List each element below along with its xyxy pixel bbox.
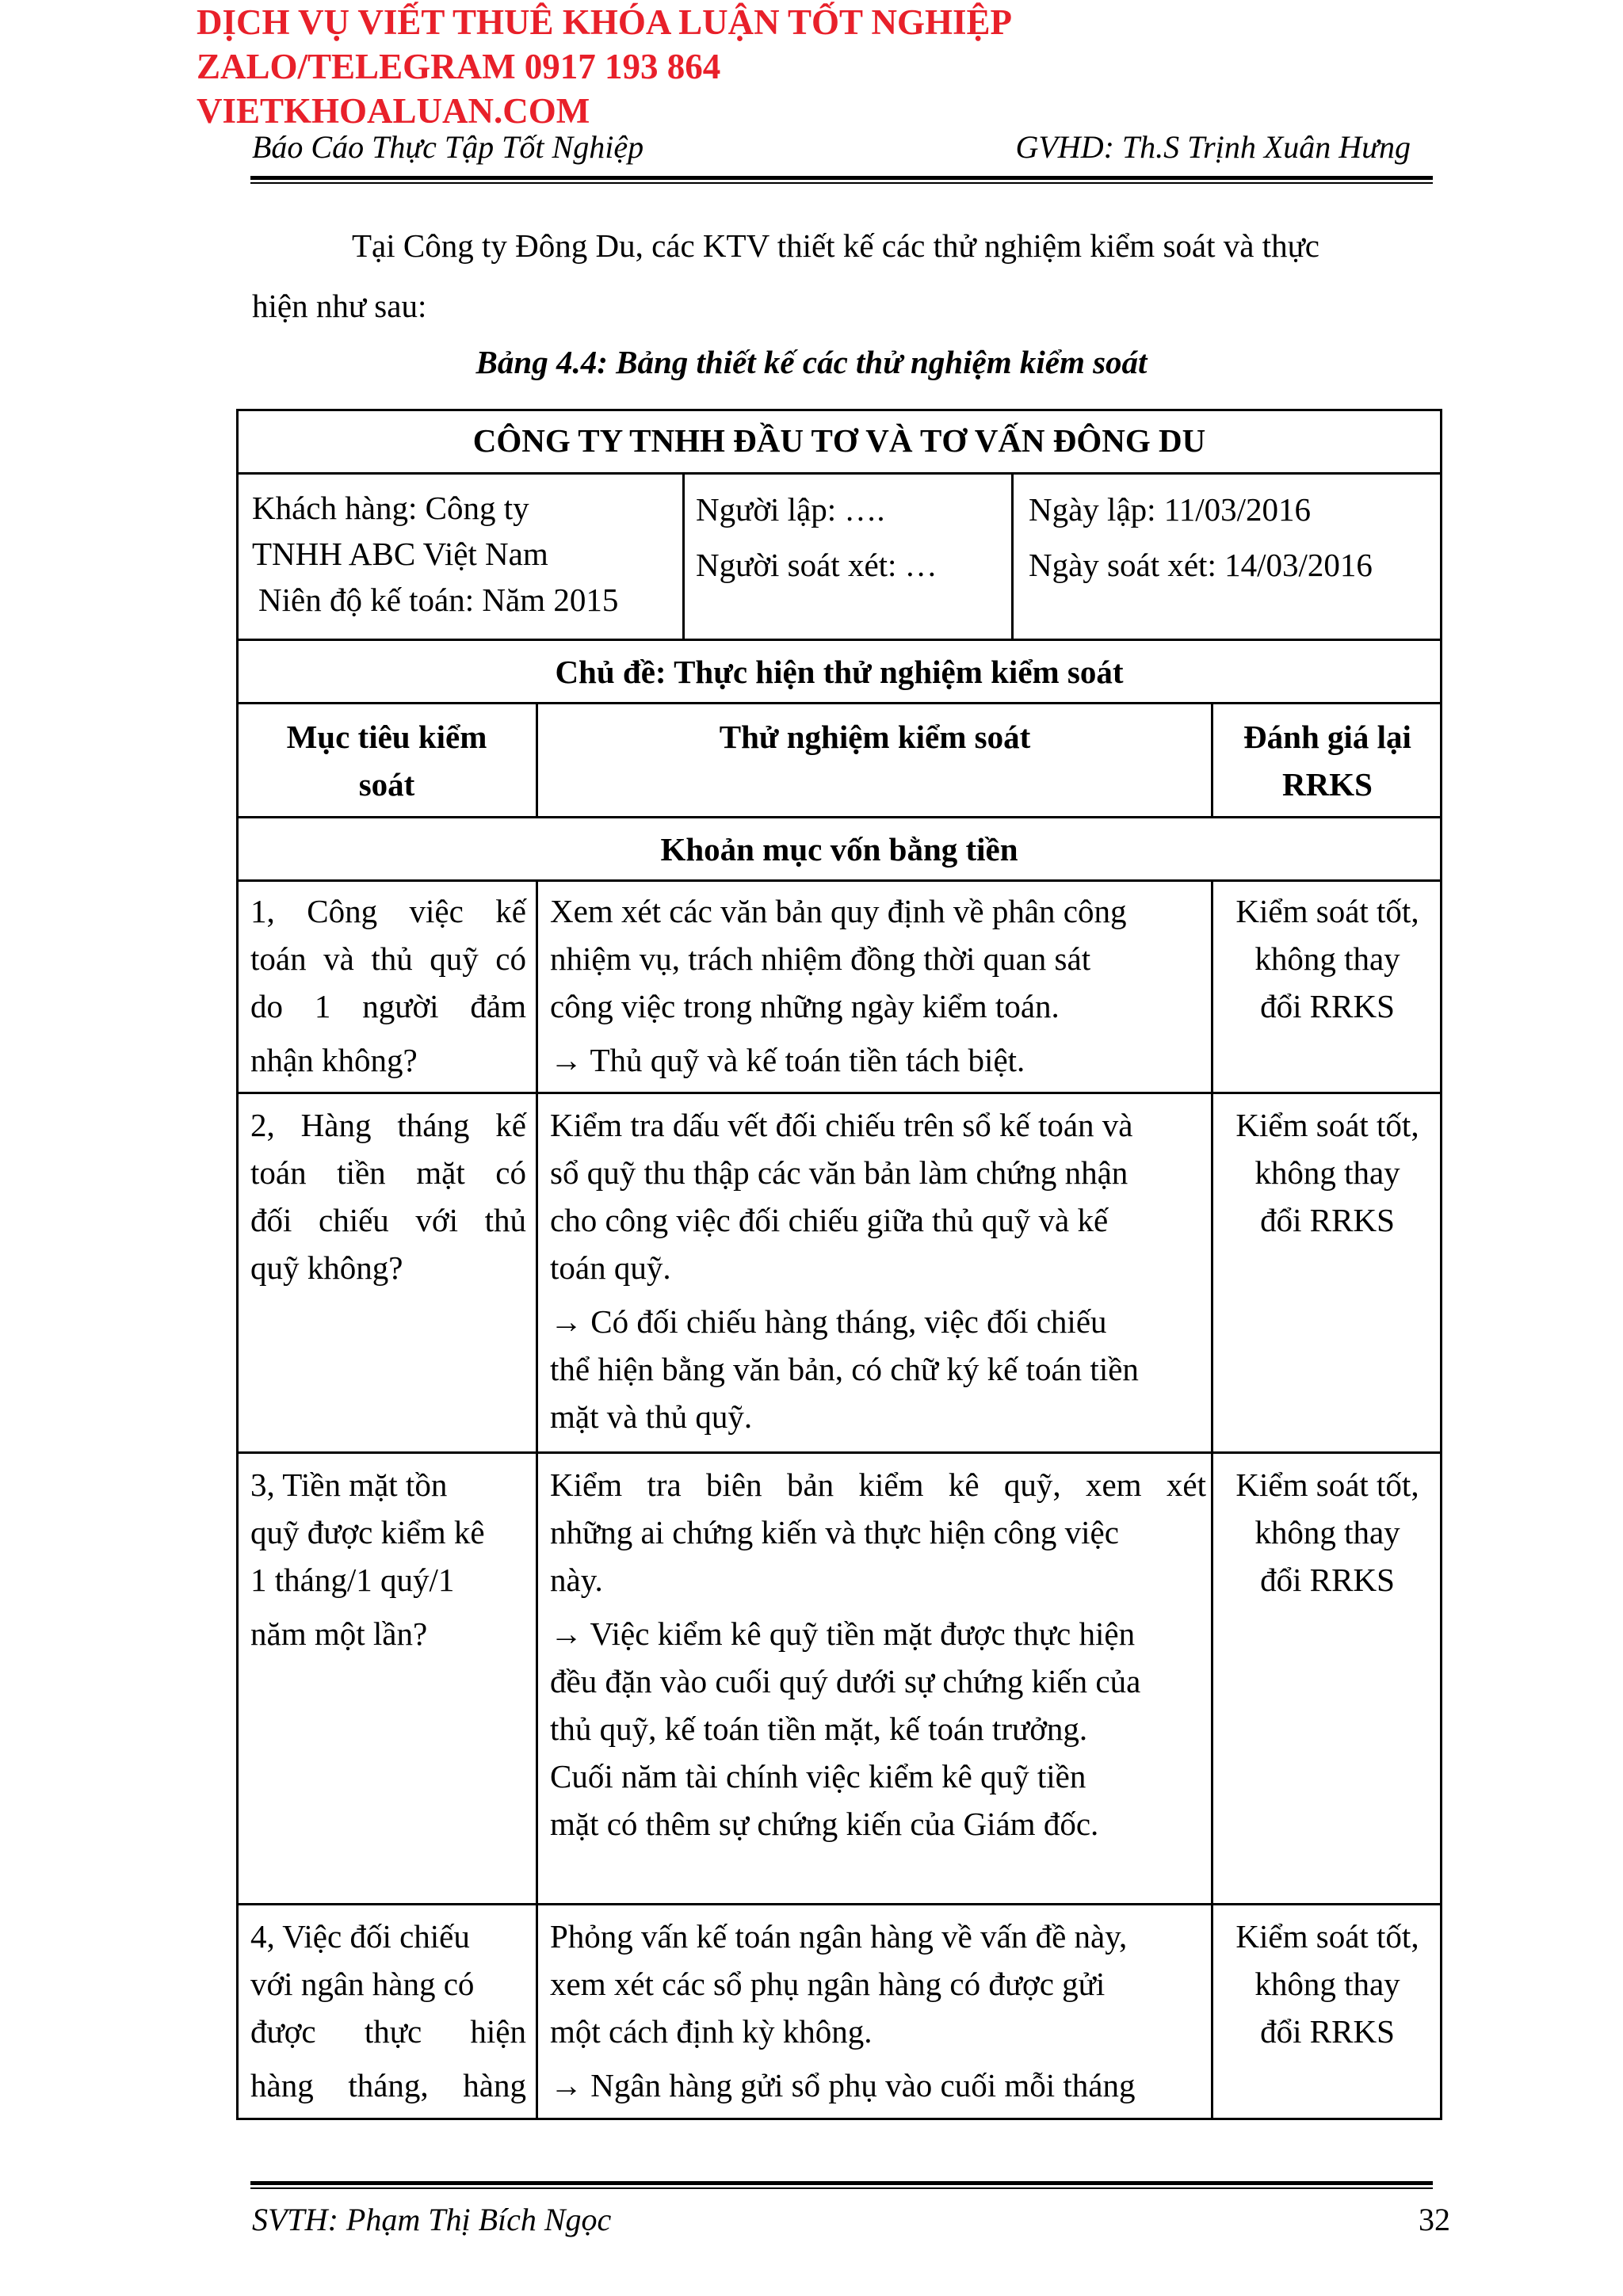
row-1-assessment-line-2: không thay [1254, 940, 1400, 977]
col-header-objective-line-2: soát [358, 766, 415, 803]
row-3-objective-line-2: quỹ được kiểm kê [250, 1514, 485, 1550]
intro-line-1: Tại Công ty Đông Du, các KTV thiết kế các thử nghiệm kiểm soát và thực [352, 227, 1319, 264]
row-3-assessment-line-3: đổi RRKS [1260, 1562, 1395, 1598]
row-2-assessment-line-3: đổi RRKS [1260, 1202, 1395, 1238]
footer-rule [250, 2181, 1433, 2185]
company-name: CÔNG TY TNHH ĐẦU TƠ VÀ TƠ VẤN ĐÔNG DU [472, 422, 1206, 459]
row-2-assessment [1212, 1101, 1442, 1244]
row-3-test-line-7: Cuối năm tài chính việc kiểm kê quỹ tiền [550, 1758, 1086, 1794]
row-4-assessment-line-3: đổi RRKS [1260, 2013, 1395, 2050]
row-1-objective [250, 887, 526, 1084]
row-4-assessment [1212, 1913, 1442, 2055]
prepared-date: Ngày lập: 11/03/2016 [1029, 491, 1312, 528]
row-1-test-line-3: công việc trong những ngày kiểm toán. [550, 988, 1060, 1024]
row-2-objective-line-4: quỹ không? [250, 1249, 403, 1286]
reviewed-date: Ngày soát xét: 14/03/2016 [1029, 547, 1373, 583]
row-4-test [550, 1913, 1206, 2109]
row-2-objective-line-2: toán tiền mặt có [250, 1154, 526, 1191]
row-1-objective-line-3: do 1 người đảm [250, 988, 526, 1024]
row-1-objective-line-4: nhận không? [250, 1042, 418, 1078]
row-1-assessment [1212, 887, 1442, 1030]
table-caption: Bảng 4.4: Bảng thiết kế các thử nghiệm kiểm soát [475, 344, 1148, 380]
row-2-objective [250, 1101, 526, 1291]
row-1-objective-line-2: toán và thủ quỹ có [250, 940, 526, 977]
row-2-test-line-1: Kiểm tra dấu vết đối chiếu trên sổ kế toán và [550, 1107, 1133, 1143]
banner-line-1: DỊCH VỤ VIẾT THUÊ KHÓA LUẬN TỐT NGHIỆP [197, 2, 1013, 42]
row-2-objective-line-1: 2, Hàng tháng kế [250, 1107, 526, 1143]
col-header-test: Thử nghiệm kiểm soát [719, 719, 1031, 755]
row-3-test-line-4: → Việc kiểm kê quỹ tiền mặt được thực hiện [550, 1615, 1136, 1652]
header-report-title: Báo Cáo Thực Tập Tốt Nghiệp [252, 129, 644, 165]
row-4-objective-line-4: hàng tháng, hàng [250, 2067, 526, 2103]
col-header-objective [236, 713, 537, 808]
row-4-objective-line-1: 4, Việc đối chiếu [250, 1918, 470, 1955]
row-3-objective [250, 1461, 526, 1657]
intro-line-2: hiện như sau: [252, 288, 427, 324]
row-2-assessment-line-2: không thay [1254, 1154, 1400, 1191]
row-3-objective-line-4: năm một lần? [250, 1615, 428, 1652]
header-rule-thin [250, 182, 1433, 184]
row-4-objective [250, 1913, 526, 2109]
client-line-1: Khách hàng: Công ty [252, 490, 529, 526]
preparer-info [696, 482, 938, 593]
banner-line-2: ZALO/TELEGRAM 0917 193 864 [197, 47, 721, 86]
topic: Chủ đề: Thực hiện thử nghiệm kiểm soát [555, 654, 1124, 690]
row-1-test-line-2: nhiệm vụ, trách nhiệm đồng thời quan sát [550, 940, 1091, 977]
row-3-test-line-2: những ai chứng kiến và thực hiện công việc [550, 1514, 1119, 1550]
row-4-objective-line-2: với ngân hàng có [250, 1966, 475, 2002]
row-2-test-line-5: → Có đối chiếu hàng tháng, việc đối chiếu [550, 1303, 1107, 1340]
footer-rule-thin [250, 2187, 1433, 2189]
row-4-test-line-2: xem xét các sổ phụ ngân hàng có được gửi [550, 1966, 1106, 2002]
row-2-test [550, 1101, 1206, 1440]
col-header-assessment [1212, 713, 1442, 808]
row-2-test-line-7: mặt và thủ quỹ. [550, 1398, 753, 1435]
header-supervisor: GVHD: Th.S Trịnh Xuân Hưng [1015, 129, 1411, 165]
row-3-test-line-3: này. [550, 1562, 603, 1598]
banner-line-3: VIETKHOALUAN.COM [197, 91, 590, 131]
row-1-assessment-line-3: đổi RRKS [1260, 988, 1395, 1024]
row-2-test-line-4: toán quỹ. [550, 1249, 671, 1286]
row-3-test-line-5: đều đặn vào cuối quý dưới sự chứng kiến của [550, 1663, 1141, 1699]
row-2-objective-line-3: đối chiếu với thủ [250, 1202, 526, 1238]
page-number: 32 [1419, 2202, 1450, 2237]
row-2-assessment-line-1: Kiểm soát tốt, [1235, 1107, 1419, 1143]
reviewed-by: Người soát xét: … [696, 547, 938, 583]
row-3-test-line-8: mặt có thêm sự chứng kiến của Giám đốc. [550, 1806, 1099, 1842]
col-header-assessment-line-2: RRKS [1282, 766, 1373, 803]
row-3-test [550, 1461, 1206, 1848]
row-3-assessment [1212, 1461, 1442, 1604]
date-info [1029, 482, 1373, 593]
header-rule [250, 176, 1433, 180]
prepared-by: Người lập: …. [696, 491, 885, 528]
row-1-test-line-1: Xem xét các văn bản quy định về phân công [550, 893, 1127, 929]
row-1-test [550, 887, 1206, 1084]
row-2-test-line-3: cho công việc đối chiếu giữa thủ quỹ và kế [550, 1202, 1109, 1238]
row-3-objective-line-3: 1 tháng/1 quý/1 [250, 1562, 455, 1598]
section-cash: Khoản mục vốn bằng tiền [660, 831, 1018, 868]
row-1-test-line-4: → Thủ quỹ và kế toán tiền tách biệt. [550, 1042, 1025, 1078]
client-info [252, 485, 618, 623]
control-test-table [236, 409, 1442, 2120]
row-3-test-line-6: thủ quỹ, kế toán tiền mặt, kế toán trưởng. [550, 1711, 1088, 1747]
fiscal-year: Niên độ kế toán: Năm 2015 [258, 582, 619, 618]
row-4-test-line-4: → Ngân hàng gửi sổ phụ vào cuối mỗi tháng [550, 2067, 1136, 2103]
row-1-objective-line-1: 1, Công việc kế [250, 893, 526, 929]
row-1-assessment-line-1: Kiểm soát tốt, [1235, 893, 1419, 929]
col-header-objective-line-1: Mục tiêu kiểm [286, 719, 487, 755]
row-4-assessment-line-2: không thay [1254, 1966, 1400, 2002]
client-line-2: TNHH ABC Việt Nam [252, 536, 548, 572]
col-header-assessment-line-1: Đánh giá lại [1243, 719, 1411, 755]
row-2-test-line-2: sổ quỹ thu thập các văn bản làm chứng nhận [550, 1154, 1128, 1191]
row-4-test-line-3: một cách định kỳ không. [550, 2013, 873, 2050]
row-2-test-line-6: thể hiện bằng văn bản, có chữ ký kế toán tiền [550, 1351, 1139, 1387]
footer-student: SVTH: Phạm Thị Bích Ngọc [252, 2202, 612, 2237]
row-4-objective-line-3: được thực hiện [250, 2013, 526, 2050]
row-3-assessment-line-2: không thay [1254, 1514, 1400, 1550]
row-3-objective-line-1: 3, Tiền mặt tồn [250, 1466, 448, 1503]
row-4-assessment-line-1: Kiểm soát tốt, [1235, 1918, 1419, 1955]
row-4-test-line-1: Phỏng vấn kế toán ngân hàng về vấn đề này, [550, 1918, 1128, 1955]
row-3-test-line-1: Kiểm tra biên bản kiểm kê quỹ, xem xét [550, 1466, 1206, 1503]
row-3-assessment-line-1: Kiểm soát tốt, [1235, 1466, 1419, 1503]
